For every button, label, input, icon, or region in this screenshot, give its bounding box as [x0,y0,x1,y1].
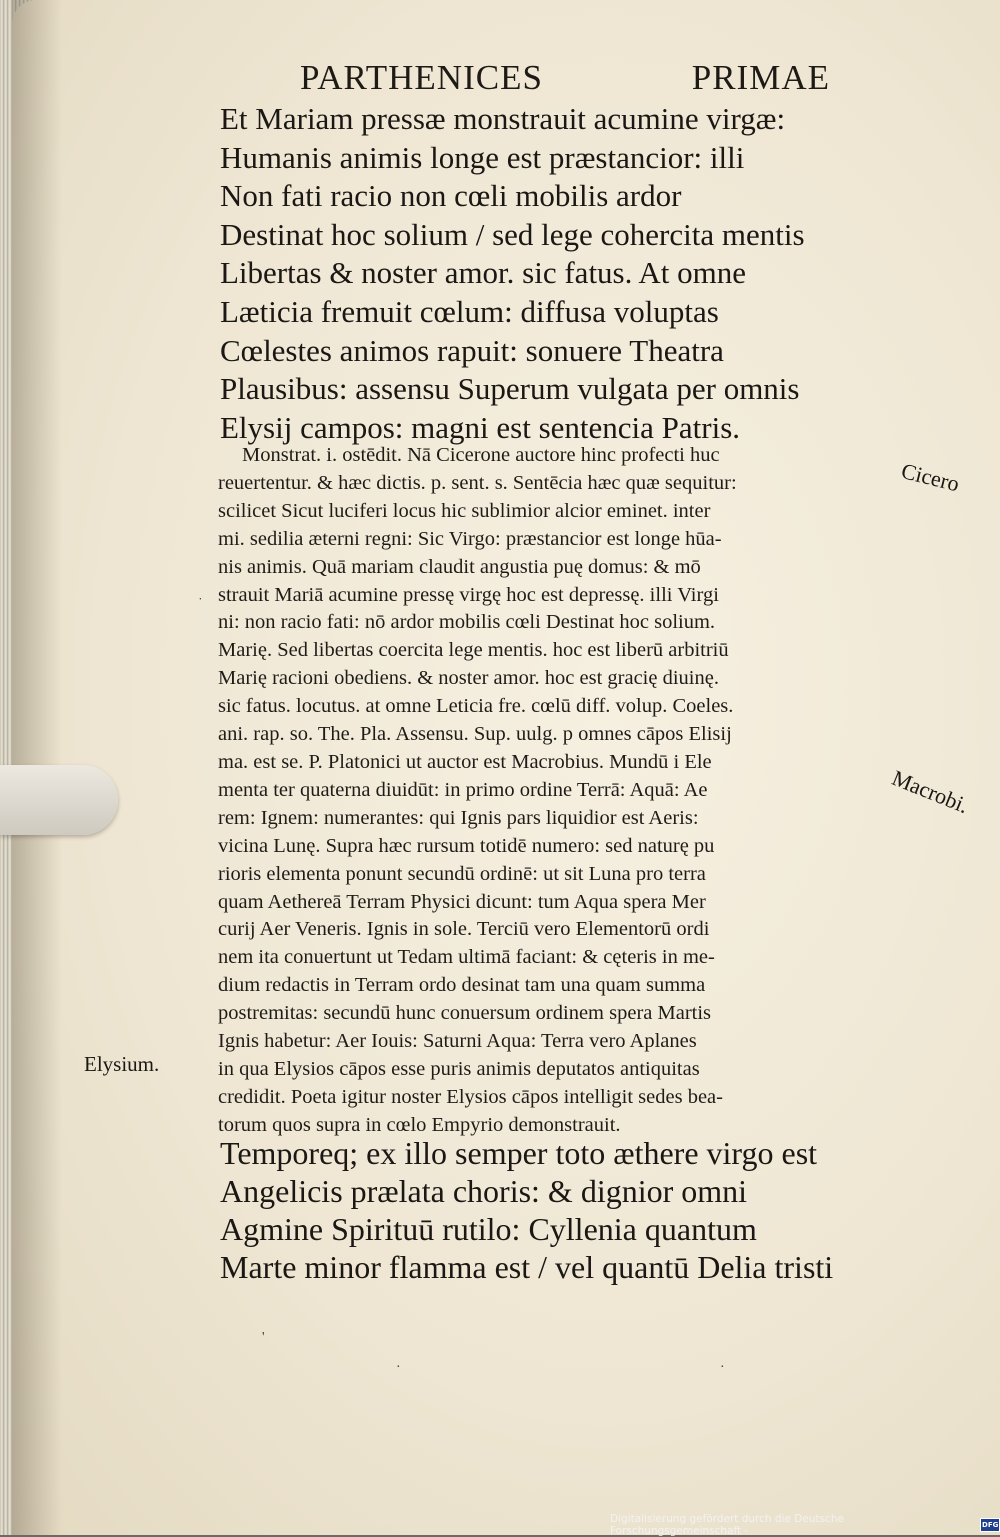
footer-text: Digitalisierung gefördert durch die Deutsche Forschungsgemeinschaft - [610,1513,844,1537]
commentary-line: rioris elementa ponunt secundū ordinē: ut sit Luna pro terra [218,862,706,885]
commentary-line: ani. rap. so. The. Pla. Assensu. Sup. uulg. p omnes cāpos Elisij [218,723,732,746]
verse-line: Elysij campos: magni est sentencia Patris. [220,409,741,445]
commentary-line: reuertentur. & hæc dictis. p. sent. s. Sentēcia hæc quæ sequitur: [218,471,737,494]
commentary-line: postremitas: secundū hunc conuersum ordinem spera Martis [218,1002,712,1025]
verse-line: Angelicis prælata choris: & dignior omni [220,1173,748,1209]
digitization-footer [610,1515,1000,1535]
stray-mark: ˙ [198,596,203,611]
commentary-line: Marię racioni obediens. & noster amor. hoc est gracię diuinę. [218,667,719,690]
commentary-line: mi. sedilia æterni regni: Sic Virgo: præstancior est longe hūa- [218,527,722,550]
verse-block-bottom [220,1134,920,1286]
verse-line: Humanis animis longe est præstancior: illi [220,139,745,175]
dfg-logo-icon: DFG [980,1518,1000,1532]
commentary-line: torum quos supra in cœlo Empyrio demonstrauit. [218,1113,621,1136]
commentary-line: ni: non racio fati: nō ardor mobilis cœli Destinat hoc solium. [218,611,716,634]
margin-note-elysium: Elysium. [84,1052,160,1076]
commentary-line: nis animis. Quā mariam claudit angustia puę domus: & mō [218,555,701,578]
commentary-line: in qua Elysios cāpos esse puris animis deputatos antiquitas [218,1057,700,1080]
commentary-block [218,442,918,1140]
commentary-line: curij Aer Veneris. Ignis in sole. Terciū vero Elementorū ordi [218,918,710,941]
margin-note-macrobius: Macrobi. [888,765,973,819]
stray-mark: · [720,1360,725,1375]
verse-line: Temporeq; ex illo semper toto æthere virgo est [220,1135,818,1171]
verse-line: Agmine Spirituū rutilo: Cyllenia quantum [220,1211,757,1247]
verse-line: Destinat hoc solium / sed lege cohercita mentis [220,216,805,252]
commentary-line: strauit Mariā acumine pressę virgę hoc est depressę. illi Virgi [218,583,719,606]
commentary-line: menta ter quaterna diuidūt: in primo ordine Terrā: Aquā: Ae [218,778,708,801]
stray-mark: ' [262,1330,265,1345]
verse-line: Plausibus: assensu Superum vulgata per omnis [220,371,800,407]
verse-block-top [220,100,920,447]
running-head [300,58,830,98]
verse-line: Non fati racio non cœli mobilis ardor [220,178,682,214]
verse-line: Libertas & noster amor. sic fatus. At omne [220,255,747,291]
margin-note-cicero: Cicero [898,458,962,497]
commentary-line: ma. est se. P. Platonici ut auctor est Macrobius. Mundū i Ele [218,750,712,773]
commentary-line: Monstrat. i. ostēdit. Nā Cicerone auctore hinc profecti huc [242,444,720,466]
running-head-right: PRIMAE [691,58,830,97]
stray-mark: · [396,1360,401,1375]
commentary-line: Ignis habetur: Aer Iouis: Saturni Aqua: Terra vero Aplanes [218,1030,697,1053]
verse-line: Cœlestes animos rapuit: sonuere Theatra [220,332,724,368]
verse-line: Læticia fremuit cœlum: diffusa voluptas [220,293,719,329]
commentary-line: nem ita conuertunt ut Tedam ultimā faciant: & cęteris in me- [218,946,715,969]
commentary-line: scilicet Sicut luciferi locus hic sublimior alcior eminet. inter [218,499,711,522]
page-clip [0,765,118,835]
verse-line: Marte minor flamma est / vel quantū Delia tristi [220,1249,834,1285]
commentary-line: quam Aethereā Terram Physici dicunt: tum Aqua spera Mer [218,890,706,913]
commentary-line: rem: Ignem: numerantes: qui Ignis pars liquidior est Aeris: [218,806,699,829]
commentary-line: Marię. Sed libertas coercita lege mentis. hoc est liberū arbitriū [218,639,729,662]
commentary-line: dium redactis in Terram ordo desinat tam una quam summa [218,974,706,997]
commentary-line: sic fatus. locutus. at omne Leticia fre. cœlū diff. volup. Coeles. [218,695,734,718]
commentary-line: vicina Lunę. Supra hæc rursum totidē numero: sed naturę pu [218,834,715,857]
commentary-line: credidit. Poeta igitur noster Elysios cāpos intelligit sedes bea- [218,1085,723,1108]
running-head-left: PARTHENICES [300,58,543,97]
verse-line: Et Mariam pressæ monstrauit acumine virgæ: [220,101,786,136]
